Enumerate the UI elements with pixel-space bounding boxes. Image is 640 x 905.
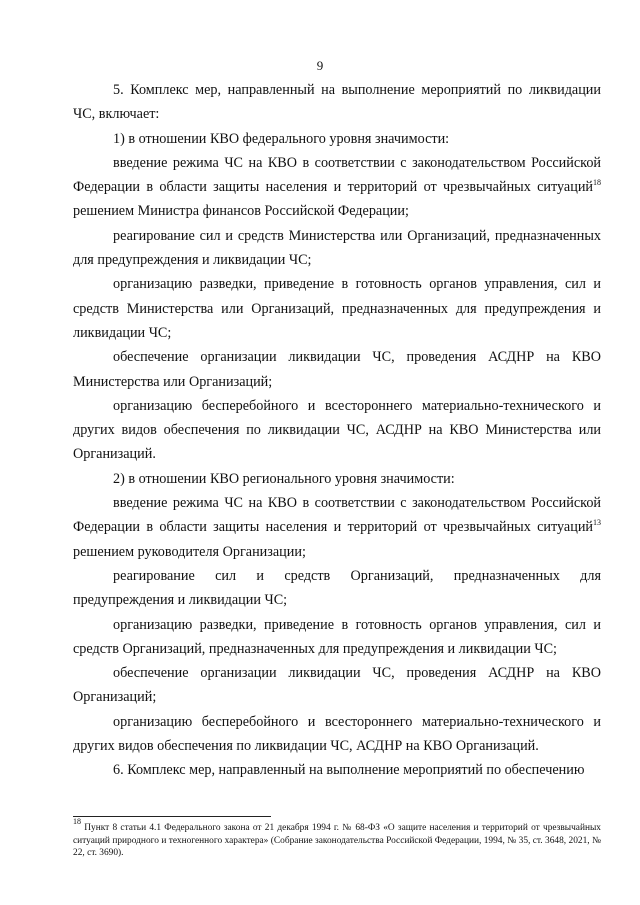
footnote-ref: 13 xyxy=(593,518,601,528)
paragraph-regional-liquidation: обеспечение организации ликвидации ЧС, проведения АСДНР на КВО Организаций; xyxy=(73,665,601,706)
footnote-text: Пункт 8 статьи 4.1 Федерального закона от 21 декабря 1994 г. № 68-ФЗ «О защите населения и территорий от чрезвычайных ситуаций природного и техногенного характера» (Собрание законодательства Российской Федерации, 1994, № 35, ст. 3648, 2021, № 22, ст. 3690). xyxy=(73,823,601,859)
page-number: 9 xyxy=(316,58,324,73)
paragraph-federal-heading: 1) в отношении КВО федерального уровня значимости: xyxy=(113,130,450,147)
footnote-ref: 18 xyxy=(593,178,601,188)
paragraph-federal-regime: введение режима ЧС на КВО в соответствии с законодательством Российской Федерации в области защиты населения и территорий от чрезвычайных ситуаций$^{18}$ решением Министра финансов Российской Федерации; xyxy=(73,154,601,220)
paragraph-5-intro: 5. Комплекс мер, направленный на выполнение мероприятий по ликвидации ЧС, включает: xyxy=(73,82,601,123)
paragraph-regional-recon: организацию разведки, приведение в готовность органов управления, сил и средств Организаций, предназначенных для предупреждения и ликвидации ЧС; xyxy=(73,616,601,657)
paragraph-6-intro: 6. Комплекс мер, направленный на выполнение мероприятий по обеспечению xyxy=(113,762,585,779)
paragraph-regional-response: реагирование сил и средств Организаций, предназначенных для предупреждения и ликвидации ЧС; xyxy=(73,567,601,609)
footnote-divider xyxy=(73,816,271,817)
paragraph-regional-support: организацию бесперебойного и всестороннего материально-технического и других видов обеспечения по ликвидации ЧС, АСДНР на КВО Организаций. xyxy=(73,713,601,755)
paragraph-federal-response: реагирование сил и средств Министерства или Организаций, предназначенных для предупреждения и ликвидации ЧС; xyxy=(73,227,601,269)
paragraph-federal-recon: организацию разведки, приведение в готовность органов управления, сил и средств Министерства или Организаций, предназначенных для предупреждения и ликвидации ЧС; xyxy=(73,276,601,341)
paragraph-regional-regime: введение режима ЧС на КВО в соответствии с законодательством Российской Федерации в области защиты населения и территорий от чрезвычайных ситуаций$^{13}$ решением руководителя Организации; xyxy=(73,495,601,560)
paragraph-regional-heading: 2) в отношении КВО регионального уровня значимости: xyxy=(113,470,455,487)
body-text xyxy=(73,78,601,783)
footnote xyxy=(73,817,601,860)
footnote-mark: 18 xyxy=(73,817,81,826)
paragraph-federal-support: организацию бесперебойного и всестороннего материально-технического и других видов обеспечения по ликвидации ЧС, АСДНР на КВО Министерства или Организаций. xyxy=(73,397,601,463)
paragraph-federal-liquidation: обеспечение организации ликвидации ЧС, проведения АСДНР на КВО Министерства или Организаций; xyxy=(73,349,601,390)
